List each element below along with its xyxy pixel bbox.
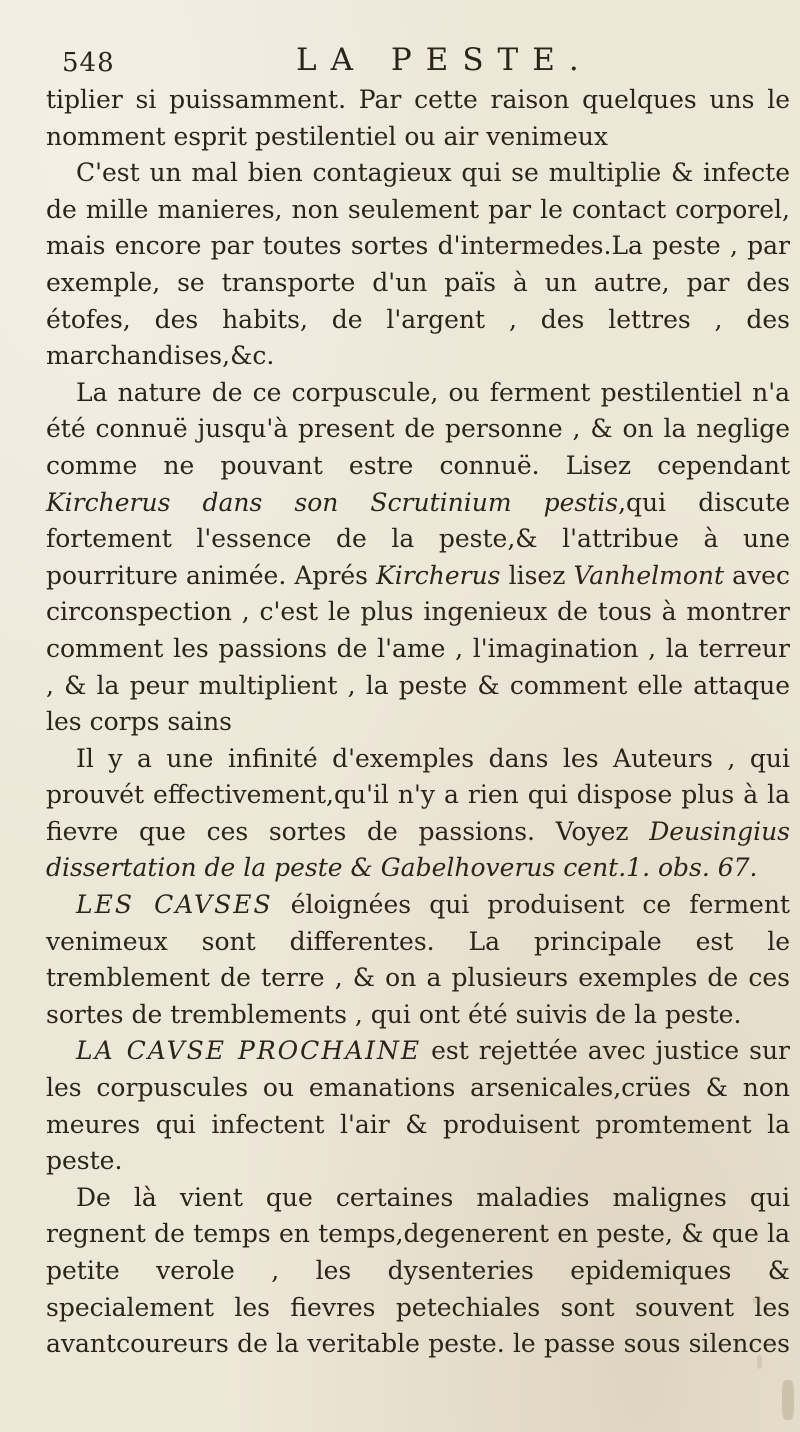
body-text [46,82,790,1363]
paper-stain [752,1296,762,1304]
paragraph [46,1033,790,1179]
italic-citation: Kircherus dans son Scrutinium pestis [46,487,619,517]
italic-citation: Vanhelmont [573,560,725,590]
paragraph [46,155,790,375]
text-run: C'est un mal bien contagieux qui se multiplie & infecte de mille manieres, non seulement par le contact corporel, mais encore par toutes sortes d'intermedes.La peste , par exemple, se transporte d'un païs à un autre, par des étofes, des habits, de l'argent , des lettres , des marchandises,&c. [46,158,790,371]
section-heading: LES CAVSES [76,890,273,920]
text-run: éloignées qui produisent ce ferment venimeux sont differentes. La principale est le tremblement de terre , & on a plusieurs exemples de ces sortes de tremblements , qui ont été suivis de la peste. [46,890,790,1029]
text-run: est rejettée avec justice sur les corpuscules ou emanations arsenicales,crües & non meures qui infectent l'air & produisent promtement la peste. [46,1036,790,1176]
paragraph [46,82,790,155]
text-run: Il y a une infinité d'exemples dans les Auteurs , qui prouvét effectivement,qu'il n'y a rien qui dispose plus à la fievre que ces sortes de passions. Voyez [46,743,790,846]
paper-stain [757,1355,762,1369]
text-run: tiplier si puissamment. Par cette raison quelques uns le nomment esprit pestilentiel ou air venimeux [46,85,790,151]
paragraph [46,375,790,741]
italic-citation: Kircherus [376,560,501,590]
paper-stain [782,1380,794,1420]
text-run: La nature de ce corpuscule, ou ferment pestilentiel n'a été connuë jusqu'à present de personne , & on la neglige comme ne pouvant estre connuë. Lisez cependant [46,377,790,480]
text-run: avec circonspection , c'est le plus ingenieux de tous à montrer comment les passions de l'ame , l'imagination , la terreur , & la peur multiplient , la peste & comment elle attaque les corps sains [46,560,790,737]
paragraph [46,741,790,887]
paper-stain [767,1340,773,1345]
section-heading: LA CAVSE PROCHAINE [76,1036,422,1066]
italic-citation: Deusingius dissertation de la peste & Gabelhoverus cent.1. obs. 67. [46,816,790,883]
page-number: 548 [62,48,115,78]
running-head: LA PESTE. [296,42,593,78]
text-run: De là vient que certaines maladies malignes qui regnent de temps en temps,degenerent en peste, & que la petite verole , les dysenteries epidemiques & specialement les fievres petechiales sont souvent les avantcoureurs de la veritable peste. le passe sous silences [46,1182,790,1359]
text-run: lisez [500,560,574,590]
page-header [62,38,762,84]
paragraph [46,887,790,1033]
paragraph [46,1180,790,1363]
text-run: ,qui discute fortement l'essence de la peste,& l'attribue à une pourriture animée. Aprés [46,487,790,590]
